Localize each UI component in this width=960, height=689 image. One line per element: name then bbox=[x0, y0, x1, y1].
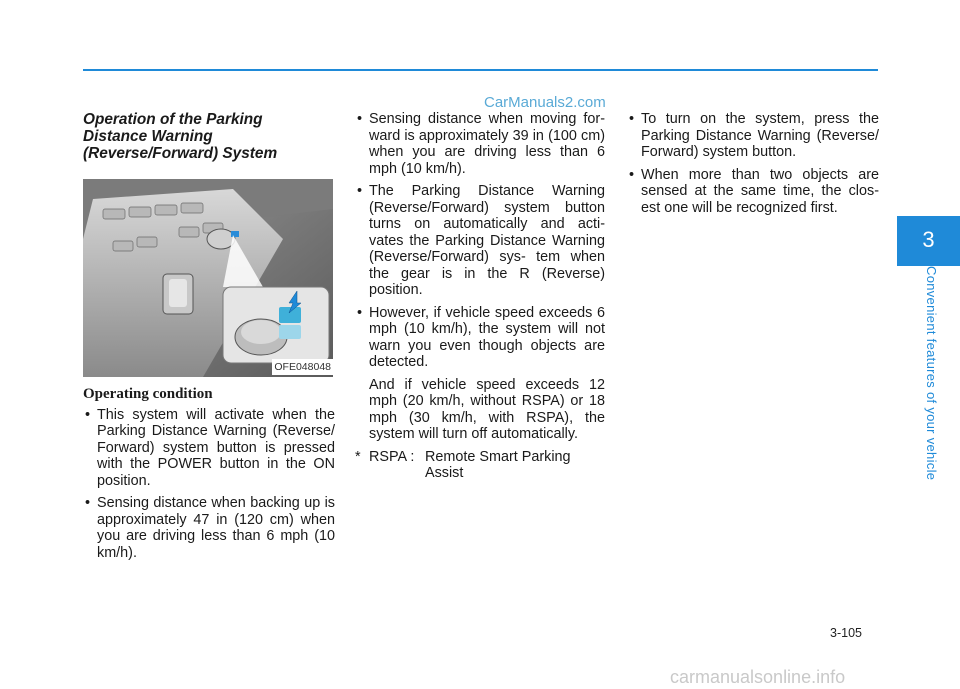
list-item: • This system will activate when the Parking Distance Warning (Reverse/ Forward) system button is pressed with the POWER button in the ON position. bbox=[85, 406, 335, 489]
chapter-number: 3 bbox=[922, 227, 935, 252]
page-number: 3-105 bbox=[830, 626, 862, 640]
title-line-2: Distance Warning bbox=[83, 128, 213, 145]
bullet-icon: • bbox=[85, 495, 91, 511]
figure-code: OFE048048 bbox=[272, 359, 333, 376]
title-line-3: (Reverse/Forward) System bbox=[83, 145, 278, 162]
chapter-tab bbox=[897, 216, 960, 266]
speed-paragraph: And if vehicle speed exceeds 12 mph (20 km/h, without RSPA) or 18 mph (30 km/h, with RSPA), the system will turn off automatically. bbox=[369, 376, 605, 442]
column-2 bbox=[355, 111, 605, 482]
footnote-mark: * bbox=[355, 448, 361, 465]
column-3 bbox=[627, 111, 879, 222]
list-item: • The Parking Distance Warning (Reverse/Forward) system button turns on automatically and acti- vates the Parking Distance Warning (Reverse/Forward) sys- tem when the gear is in the R (Reverse) position. bbox=[357, 183, 605, 298]
chapter-title: Convenient features of your vehicle bbox=[924, 266, 939, 481]
list-item: • To turn on the system, press the Parking Distance Warning (Reverse/ Forward) system button. bbox=[629, 111, 879, 160]
bullet-icon: • bbox=[357, 304, 363, 321]
operating-condition-heading: Operating condition bbox=[83, 386, 213, 402]
footnote-term: RSPA : bbox=[369, 448, 415, 465]
bullet-icon: • bbox=[357, 111, 363, 127]
list-item: • Sensing distance when backing up is approximately 47 in (120 cm) when you are driving less than 6 mph (10 km/h). bbox=[85, 495, 335, 561]
watermark-bottom: carmanualsonline.info bbox=[670, 667, 846, 687]
bullet-icon: • bbox=[629, 166, 635, 183]
section-title bbox=[83, 111, 335, 162]
console-photo bbox=[83, 179, 333, 377]
rspa-footnote bbox=[355, 449, 605, 482]
footnote-definition: Remote Smart Parking Assist bbox=[425, 448, 571, 481]
center-console-illustration bbox=[83, 179, 333, 377]
watermark-top: CarManuals2.com bbox=[484, 94, 606, 111]
bullet-icon: • bbox=[85, 406, 91, 423]
bullet-icon: • bbox=[357, 183, 363, 199]
header-rule bbox=[83, 69, 878, 71]
list-item: • Sensing distance when moving for- ward is approximately 39 in (100 cm) when you are driving less than 6 mph (10 km/h). bbox=[357, 111, 605, 177]
title-line-1: Operation of the Parking bbox=[83, 111, 263, 128]
column-1 bbox=[83, 111, 335, 567]
bullet-icon: • bbox=[629, 111, 635, 127]
list-item: • However, if vehicle speed exceeds 6 mph (10 km/h), the system will not warn you even though objects are detected. bbox=[357, 304, 605, 370]
list-item: • When more than two objects are sensed at the same time, the clos- est one will be recognized first. bbox=[629, 166, 879, 216]
